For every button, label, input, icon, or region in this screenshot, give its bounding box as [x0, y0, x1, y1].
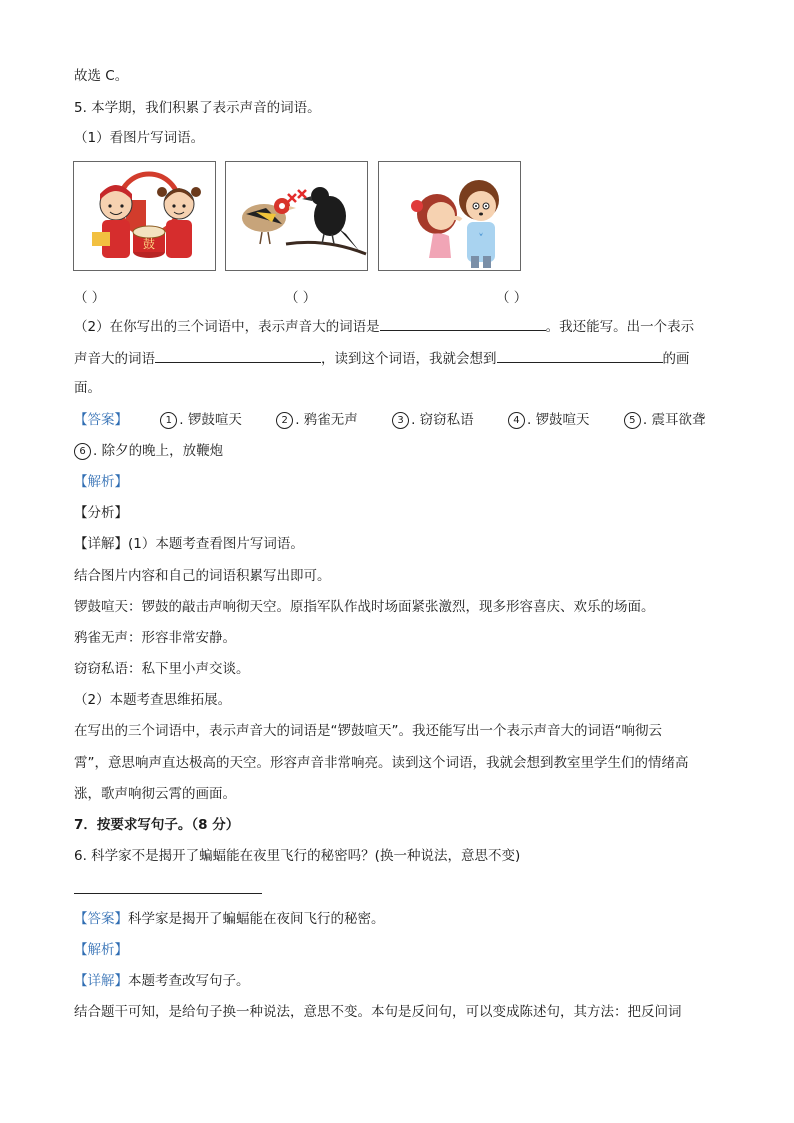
answer-text: 窃窃私语 [419, 412, 474, 428]
answer-item-1: 1 . 锣鼓喧天 [160, 412, 242, 428]
paragraph: 结合图片内容和自己的词语积累写出即可。 [74, 568, 331, 584]
answer-blank-3[interactable]: （ ） [496, 290, 528, 306]
picture-whispering [378, 161, 521, 271]
question-6: 6. 科学家不是揭开了蝙蝠能在夜里飞行的秘密吗？(换一种说法，意思不变) [74, 848, 521, 864]
question-text: ，读到这个词语，我就会想到 [321, 351, 497, 367]
line-conclusion: 故选 C。 [74, 68, 129, 84]
answer-text: 震耳欲聋 [651, 412, 706, 428]
number-2-icon: 2 [276, 412, 293, 429]
fenxi-label: 【分析】 [74, 505, 128, 521]
question-text: 的画 [662, 351, 690, 367]
question-5-part-2-line1 [74, 316, 694, 337]
paragraph: 结合题干可知，是给句子换一种说法，意思不变。本句是反问句，可以变成陈述句，其方法：把反问词 [74, 1004, 682, 1020]
question-5-part-2-line2 [74, 348, 690, 369]
answer-item-3: 3 . 窃窃私语 [392, 412, 474, 428]
answer-6-row [74, 909, 385, 929]
paragraph: 窃窃私语：私下里小声交谈。 [74, 661, 250, 677]
detail-row [74, 971, 250, 991]
question-5-part-2-line3: 面。 [74, 380, 101, 396]
detail-label: 【详解】 [74, 973, 128, 989]
number-3-icon: 3 [392, 412, 409, 429]
picture-drum-children [73, 161, 216, 271]
number-6-icon: 6 [74, 443, 91, 460]
question-5-part-1: （1）看图片写词语。 [74, 130, 205, 146]
paragraph: 在写出的三个词语中，表示声音大的词语是“锣鼓喧天”。我还能写出一个表示声音大的词语“响彻云 [74, 723, 662, 739]
question-text: 。我还能写。出一个表示 [545, 319, 695, 335]
analysis-label: 【解析】 [74, 474, 128, 490]
detail-part-1: 【详解】(1）本题考查看图片写词语。 [74, 536, 304, 552]
fill-blank-loud-word[interactable] [380, 316, 546, 331]
paragraph: 鸦雀无声：形容非常安静。 [74, 630, 236, 646]
paragraph: 霄”，意思响声直达极高的天空。形容声音非常响亮。读到这个词语，我就会想到教室里学生们的情绪高 [74, 755, 689, 771]
number-4-icon: 4 [508, 412, 525, 429]
answer-item-4: 4 . 锣鼓喧天 [508, 412, 590, 428]
answer-text: 鸦雀无声 [303, 412, 358, 428]
answer-item-5: 5 . 震耳欲聋 [624, 412, 706, 428]
answer-item-2: 2 . 鸦雀无声 [276, 412, 358, 428]
fill-blank-scene[interactable] [497, 348, 663, 363]
paragraph: 涨，歌声响彻云霄的画面。 [74, 786, 236, 802]
answer-blank-2[interactable]: （ ） [285, 290, 317, 306]
paragraph: 锣鼓喧天：锣鼓的敲击声响彻天空。原指军队作战时场面紧张激烈，现多形容喜庆、欢乐的场面。 [74, 599, 655, 615]
detail-text: 本题考查改写句子。 [128, 973, 250, 989]
answer-text: 锣鼓喧天 [535, 412, 590, 428]
number-1-icon: 1 [160, 412, 177, 429]
question-5-title: 5. 本学期，我们积累了表示声音的词语。 [74, 100, 321, 116]
answer-text: 除夕的晚上，放鞭炮 [101, 443, 224, 459]
section-7-heading: 7．按要求写句子。（8 分） [74, 817, 240, 833]
number-5-icon: 5 [624, 412, 641, 429]
drum-character: 鼓 [142, 237, 156, 251]
paragraph: （2）本题考查思维拓展。 [74, 692, 232, 708]
answer-row [74, 410, 705, 430]
answer-6-text: 科学家是揭开了蝙蝠能在夜间飞行的秘密。 [128, 911, 385, 927]
fill-blank-extra-word[interactable] [155, 348, 321, 363]
question-text: 声音大的词语 [74, 351, 155, 367]
answer-item-6: 6 . 除夕的晚上，放鞭炮 [74, 441, 223, 461]
question-text: （2）在你写出的三个词语中，表示声音大的词语是 [74, 319, 380, 335]
answer-text: 锣鼓喧天 [187, 412, 242, 428]
analysis-label: 【解析】 [74, 942, 128, 958]
answer-label: 【答案】 [74, 412, 128, 428]
answer-blank-1[interactable]: （ ） [74, 290, 106, 306]
picture-birds [225, 161, 368, 271]
answer-line[interactable] [74, 893, 262, 894]
answer-label: 【答案】 [74, 911, 128, 927]
